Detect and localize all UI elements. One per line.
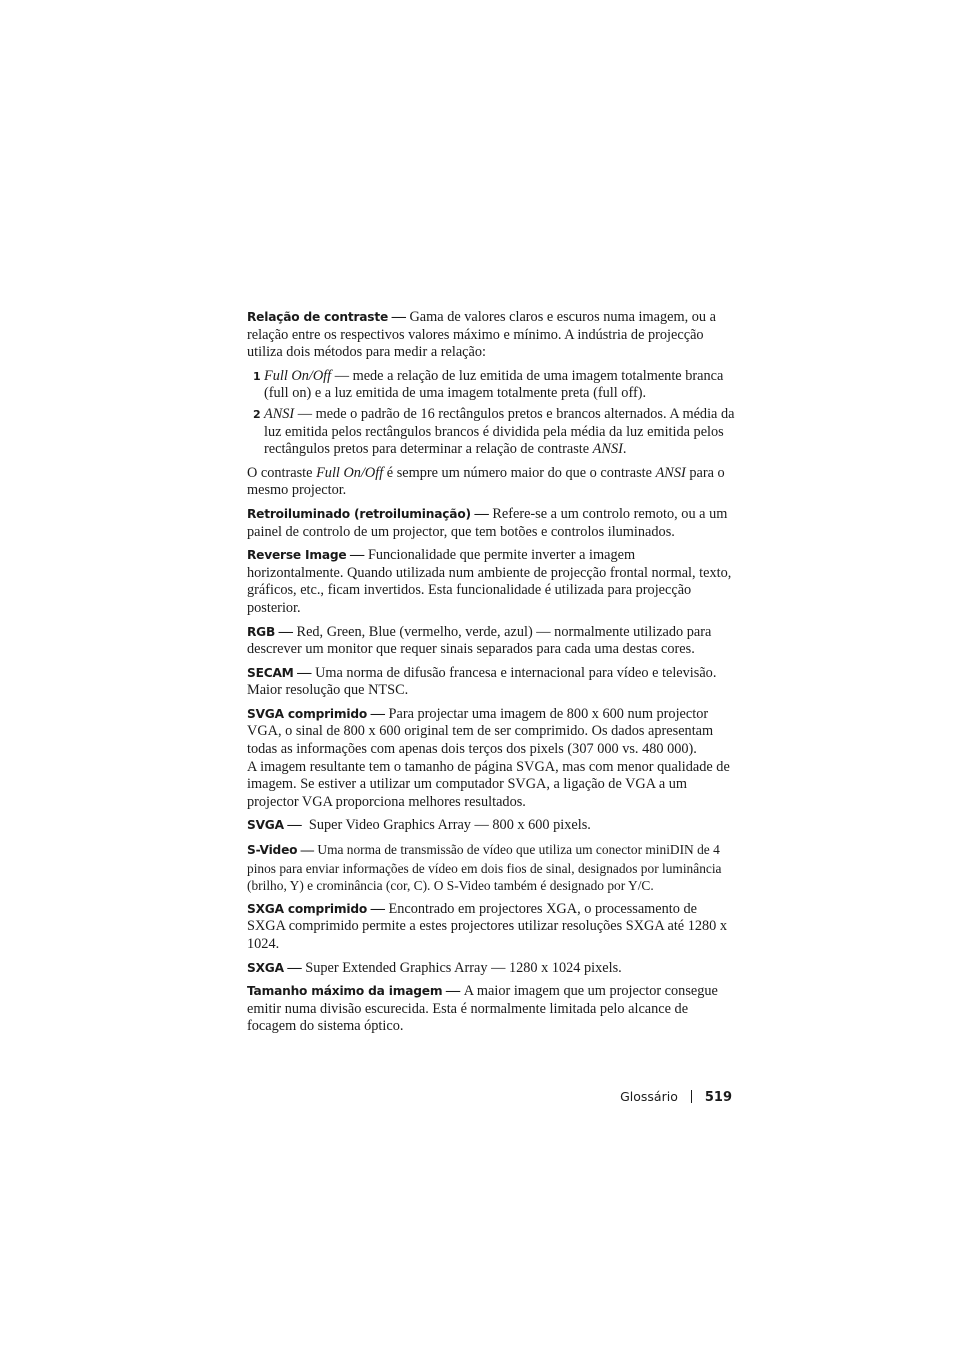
page-number: 519 <box>704 1090 732 1105</box>
list-item <box>247 406 735 459</box>
note-text: O contraste <box>247 464 317 481</box>
list-number: 2 <box>253 407 261 421</box>
list-item <box>247 368 735 403</box>
entry-term: S-Video <box>247 843 298 858</box>
glossary-entry <box>247 960 735 978</box>
method-tail-italic: ANSI <box>592 441 623 458</box>
entry-definition: A maior imagem que um projector consegue emitir numa divisão escurecida. Esta é normalmente limitada pelo alcance de focagem do sistema óptico. <box>247 983 718 1035</box>
entry-definition: Funcionalidade que permite inverter a imagem horizontalmente. Quando utilizada num ambiente de projecção frontal normal, texto, gráficos, etc., ficam invertidos. Esta funcionalidade é utilizada para projecção posterior. <box>247 547 732 616</box>
glossary-entry <box>247 817 735 835</box>
note-text: para o mesmo projector. <box>247 464 725 499</box>
method-name: Full On/Off <box>264 367 332 384</box>
entry-dash: — <box>442 983 464 1000</box>
method-tail: . <box>622 441 627 458</box>
method-name: ANSI <box>264 405 295 422</box>
entry-dash: — <box>283 959 306 976</box>
glossary-entry <box>247 506 735 541</box>
entry-term: Reverse Image <box>247 548 347 563</box>
entry-definition: Uma norma de transmissão de vídeo que utiliza um conector miniDIN de 4 pinos para enviar informações de vídeo em dois fios de sinal, designados por luminância (brilho, Y) e crominância (cor, C). O S-Video também é designado por Y/C. <box>247 842 722 894</box>
entry-definition: Super Extended Graphics Array — 1280 x 1024 pixels. <box>305 959 622 976</box>
glossary-entry <box>247 547 735 617</box>
entry-term: SXGA <box>247 960 284 975</box>
glossary-entry <box>247 706 735 812</box>
glossary-entry <box>247 309 735 362</box>
entry-term: SVGA comprimido <box>247 706 368 721</box>
glossary-entry <box>247 665 735 700</box>
footer-divider <box>691 1090 692 1103</box>
entry-dash: — <box>275 623 297 640</box>
page-footer <box>560 1089 732 1105</box>
glossary-entry <box>247 901 735 954</box>
entry-definition: Gama de valores claros e escuros numa imagem, ou a relação entre os respectivos valores máximo e mínimo. A indústria de projecção utiliza dois métodos para medir a relação: <box>247 309 716 361</box>
entry-definition: Uma norma de difusão francesa e internacional para vídeo e televisão. Maior resolução que NTSC. <box>247 664 717 699</box>
method-description: — mede o padrão de 16 rectângulos pretos e brancos alternados. A média da luz emitida pelos rectângulos brancos é dividida pela média da luz emitida pelos rectângulos pretos para determinar a relação de contraste <box>264 405 735 458</box>
entry-dash: — <box>470 505 493 522</box>
note-italic: Full On/Off <box>316 464 384 481</box>
entry-term: Retroiluminado (retroiluminação) <box>247 506 471 521</box>
entry-term: RGB <box>247 624 276 639</box>
entry-term: SXGA comprimido <box>247 901 368 916</box>
footer-section: Glossário <box>620 1089 678 1104</box>
entry-definition: Para projectar uma imagem de 800 x 600 num projector VGA, o sinal de 800 x 600 original tem de ser comprimido. Os dados apresentam todas as informações com apenas dois terços dos pixels (307 000 vs. 480 000). <box>247 705 714 758</box>
entry-dash: — <box>293 664 316 681</box>
glossary-entry <box>247 983 735 1036</box>
entry-definition: Red, Green, Blue (vermelho, verde, azul) — normalmente utilizado para descrever um monitor que requer sinais separados para cada uma destas cores. <box>247 623 712 658</box>
note-italic: ANSI <box>655 464 686 481</box>
list-number: 1 <box>253 369 261 383</box>
glossary-entry <box>247 841 735 895</box>
entry-definition: Encontrado em projectores XGA, o processamento de SXGA comprimido permite a estes projectores utilizar resoluções SXGA até 1280 x 1024. <box>247 900 728 952</box>
note-text: é sempre um número maior do que o contraste <box>383 464 656 481</box>
entry-dash: — <box>367 900 389 917</box>
entry-dash: — <box>388 309 410 325</box>
entry-dash: — <box>297 842 318 858</box>
entry-definition: Super Video Graphics Array — 800 x 600 pixels. <box>308 817 591 834</box>
entry-dash: — <box>283 817 309 834</box>
entry-term: SECAM <box>247 665 294 680</box>
entry-definition: Refere-se a um controlo remoto, ou a um painel de controlo de um projector, que tem botões e controlos iluminados. <box>247 505 728 540</box>
method-description: — mede a relação de luz emitida de uma imagem totalmente branca (full on) e a luz emitida de uma imagem totalmente preta (full off). <box>264 367 724 402</box>
entry-dash: — <box>367 705 389 722</box>
entry-term: SVGA <box>247 818 284 833</box>
entry-dash: — <box>346 547 368 564</box>
contrast-note <box>247 465 735 500</box>
glossary-content <box>247 309 735 1042</box>
entry-term: Relação de contraste <box>247 310 389 324</box>
entry-definition-continued: A imagem resultante tem o tamanho de página SVGA, mas com menor qualidade de imagem. Se estiver a utilizar um computador SVGA, a ligação de VGA a um projector VGA proporciona melhores resultados. <box>247 758 730 810</box>
contrast-methods-list <box>247 368 735 459</box>
glossary-entry <box>247 624 735 659</box>
entry-term: Tamanho máximo da imagem <box>247 984 443 999</box>
